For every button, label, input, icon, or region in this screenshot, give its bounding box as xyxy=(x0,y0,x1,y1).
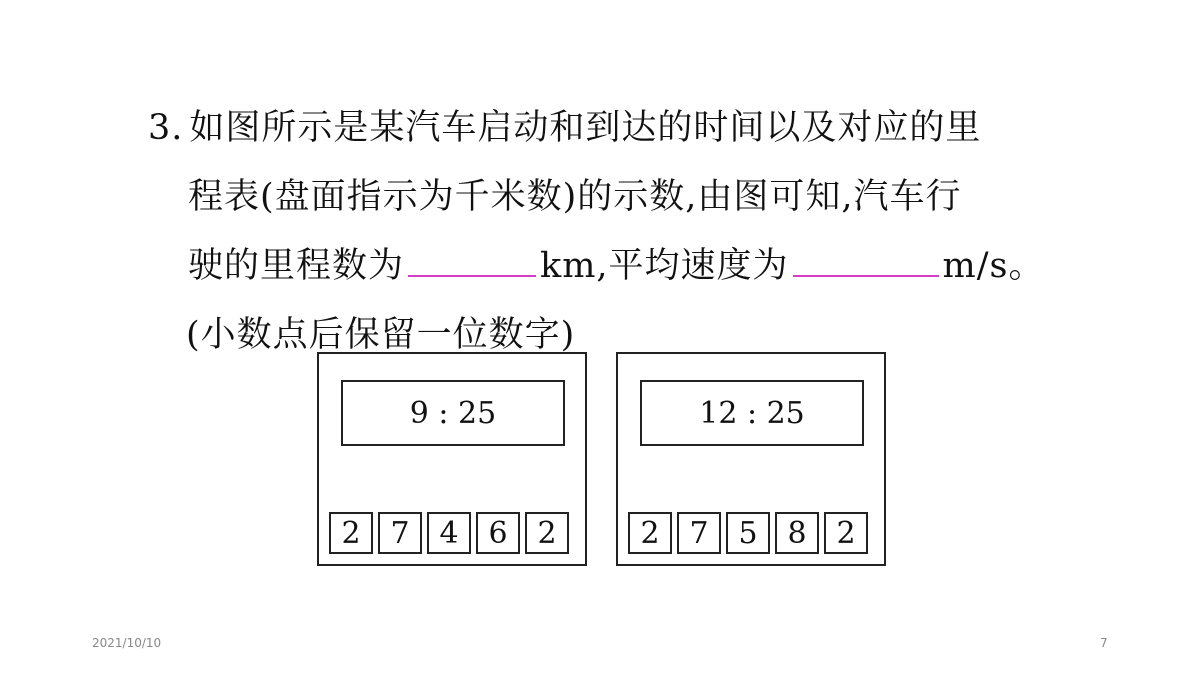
odometer-digit: 2 xyxy=(824,512,868,554)
answer-blank-distance[interactable] xyxy=(408,245,536,277)
start-clock: 9 : 25 xyxy=(341,380,565,446)
odometer-digit: 2 xyxy=(525,512,569,554)
odometer-digit: 4 xyxy=(427,512,471,554)
question-line-1 xyxy=(148,106,981,150)
question-line-3 xyxy=(188,244,1045,288)
start-panel xyxy=(317,352,587,566)
odometer-digit: 2 xyxy=(329,512,373,554)
odometer-digit: 6 xyxy=(476,512,520,554)
end-clock: 12 : 25 xyxy=(640,380,864,446)
start-odometer xyxy=(329,512,569,554)
question-text-1: 如图所示是某汽车启动和到达的时间以及对应的里 xyxy=(189,108,982,148)
question-text-3b: km,平均速度为 xyxy=(540,246,789,286)
question-line-4 xyxy=(186,313,575,357)
end-odometer xyxy=(628,512,868,554)
odometer-digit: 5 xyxy=(726,512,770,554)
question-text-2: 程表(盘面指示为千米数)的示数,由图可知,汽车行 xyxy=(188,177,962,217)
odometer-digit: 7 xyxy=(677,512,721,554)
question-text-3c: m/s。 xyxy=(942,246,1045,286)
question-text-4: (小数点后保留一位数字) xyxy=(186,315,576,355)
question-text-3a: 驶的里程数为 xyxy=(188,246,405,286)
question-line-2 xyxy=(188,175,962,219)
odometer-digit: 7 xyxy=(378,512,422,554)
odometer-digit: 2 xyxy=(628,512,672,554)
question-number: 3. xyxy=(148,108,184,148)
end-panel xyxy=(616,352,886,566)
odometer-digit: 8 xyxy=(775,512,819,554)
page-number: 7 xyxy=(1100,636,1108,650)
footer-date: 2021/10/10 xyxy=(92,636,162,650)
answer-blank-speed[interactable] xyxy=(793,245,939,277)
